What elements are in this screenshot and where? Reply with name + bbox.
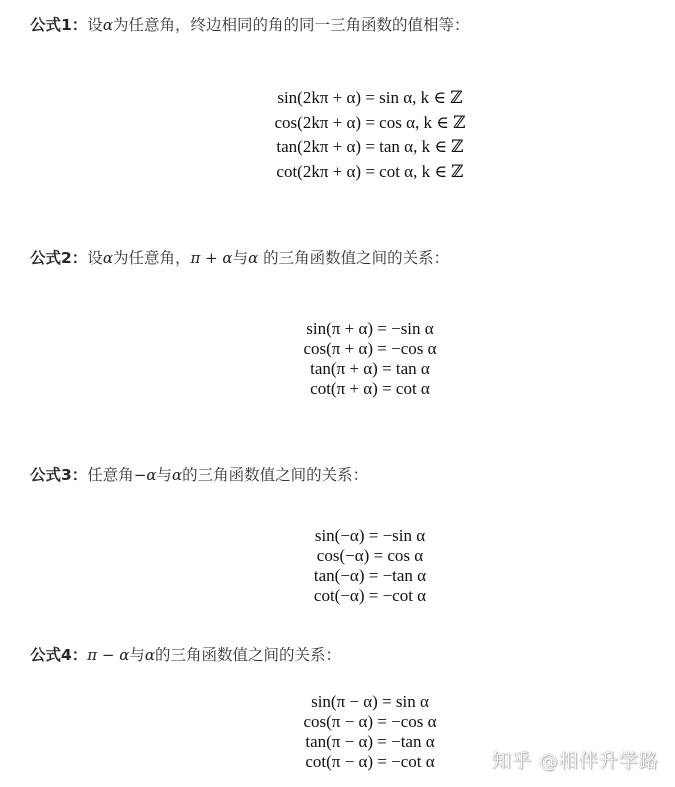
formula-3-heading (30, 465, 368, 485)
formula-line: cot(π − α) = −cot α (305, 752, 435, 771)
heading-text: 与 (129, 646, 145, 664)
formula-3-label: 公式3： (30, 466, 88, 484)
heading-math: α (144, 646, 156, 664)
formula-3-block (0, 526, 675, 606)
heading-text: 设 (87, 16, 103, 34)
watermark: 知乎 @相伴升学路 (491, 750, 659, 772)
heading-math: α (172, 466, 183, 484)
heading-math: α (248, 249, 259, 267)
formula-line: cos(2kπ + α) = cos α, k ∈ ℤ (274, 112, 466, 132)
formula-line: cos(π − α) = −cos α (303, 712, 437, 731)
formula-line: tan(π − α) = −tan α (305, 732, 435, 751)
formula-2-block (0, 319, 675, 399)
formula-1-block (0, 86, 675, 184)
heading-math: π + α (190, 249, 233, 267)
formula-1-label: 公式1： (30, 16, 88, 34)
heading-text: 的三角函数值之间的关系： (155, 646, 342, 664)
formula-1-heading (30, 15, 469, 35)
formula-line: cot(−α) = −cot α (313, 586, 427, 605)
heading-text: 的三角函数值之间的关系： (182, 466, 369, 484)
heading-math: −α (133, 466, 157, 484)
heading-math: α (102, 16, 113, 34)
heading-text: 为任意角， (112, 249, 191, 267)
formula-line: sin(2kπ + α) = sin α, k ∈ ℤ (277, 88, 463, 107)
formula-line: sin(−α) = −sin α (314, 526, 426, 545)
formula-line: cos(−α) = cos α (316, 546, 424, 565)
formula-line: sin(π + α) = −sin α (306, 319, 434, 338)
formula-line: cot(π + α) = cot α (310, 379, 430, 398)
formula-line: tan(2kπ + α) = tan α, k ∈ ℤ (276, 137, 464, 156)
heading-text: 任意角 (87, 466, 134, 484)
formula-2-heading (30, 248, 449, 268)
formula-4-label: 公式4： (30, 646, 88, 664)
formula-line: cot(2kπ + α) = cot α, k ∈ ℤ (276, 161, 464, 181)
heading-text: 为任意角，终边相同的角的同一三角函数的值相等： (112, 16, 470, 34)
heading-text: 设 (87, 249, 103, 267)
formula-2-label: 公式2： (30, 249, 88, 267)
heading-text: 与 (232, 249, 249, 267)
formula-line: cos(π + α) = −cos α (303, 339, 437, 358)
formula-line: sin(π − α) = sin α (311, 692, 429, 711)
formula-line: tan(π + α) = tan α (310, 359, 430, 378)
heading-text: 的三角函数值之间的关系： (258, 249, 450, 267)
formula-line: tan(−α) = −tan α (313, 566, 427, 585)
heading-text: 与 (156, 466, 173, 484)
heading-math: π − α (87, 646, 130, 664)
formula-4-heading (30, 645, 341, 665)
heading-math: α (102, 249, 113, 267)
